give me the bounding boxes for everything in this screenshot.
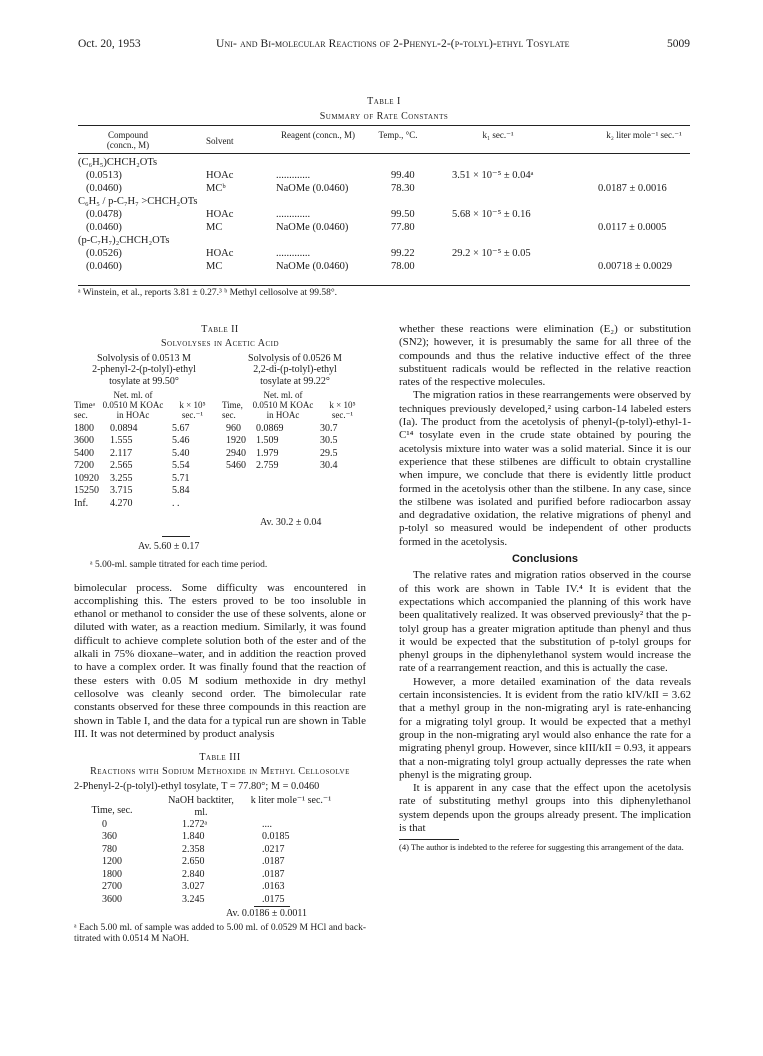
table-cell: .0163: [262, 881, 285, 893]
right-column: [399, 323, 691, 852]
table-cell: NaOMe (0.0460): [276, 221, 349, 233]
table-cell: (C₆H₅)CHCH₂OTs: [78, 156, 158, 168]
table-2-footnote: ᵃ 5.00-ml. sample titrated for each time period.: [90, 559, 268, 570]
table-cell: 5.54: [172, 460, 190, 472]
table-2-header-k: k × 10⁵ sec.⁻¹: [329, 399, 356, 420]
table-row: [78, 247, 690, 260]
table-cell: 2.759: [256, 460, 279, 472]
table-cell: 30.5: [320, 435, 338, 447]
footnote-rule: [399, 839, 459, 840]
table-3-caption: Reactions with Sodium Methoxide in Methyl Cellosolve: [90, 766, 350, 778]
table-cell: 0.0185: [262, 831, 290, 843]
table-cell: 5.68 × 10⁻⁵ ± 0.16: [452, 208, 531, 220]
table-3-avg-rule: [254, 906, 290, 907]
table-2-right-title: [224, 353, 366, 388]
right-paragraph-3: The relative rates and migration ratios observed in the course of this work are shown in Table IV.⁴ It is evident that the expectations which accompanied the planning of this work have been qualitatively realized. It was observed previously² that the p-tolyl group has a greater migration aptitude than phenyl and thus it would be expected that the substitution of p-tolyl groups for phenyl groups in the diphenylethanol system would increase the rate of a rearrangement reaction, and this is actually the case.: [399, 569, 691, 675]
table-cell: 7200: [74, 460, 94, 472]
table-cell: 5460: [226, 460, 246, 472]
table-2-header-k: k × 10⁵ sec.⁻¹: [179, 399, 206, 420]
table-2-left-title-line: tosylate at 99.50°: [109, 375, 179, 387]
table-cell: 0.00718 ± 0.0029: [598, 260, 673, 272]
table-row: [74, 831, 366, 844]
table-2-caption: Solvolyses in Acetic Acid: [160, 338, 280, 350]
table-cell: 1800: [102, 868, 122, 880]
table-cell: .0187: [262, 868, 285, 880]
table-cell: 1200: [102, 856, 122, 868]
table-row: [74, 473, 219, 486]
table-1-bottom-rule: [78, 285, 690, 286]
table-cell: 1.555: [110, 435, 133, 447]
table-cell: 99.22: [391, 247, 415, 259]
table-cell: 0.0894: [110, 422, 138, 434]
table-row: [222, 435, 367, 448]
table-cell: 3.715: [110, 485, 133, 497]
table-1-footnote: ᵃ Winstein, et al., reports 3.81 ± 0.27.³ ᵇ Methyl cellosolve at 99.58°.: [78, 288, 338, 298]
table-3-header-time: Time, sec.: [91, 804, 133, 816]
table-cell: .............: [276, 169, 311, 181]
table-cell: 1.272ᵃ: [182, 818, 208, 830]
table-cell: 2.650: [182, 856, 205, 868]
table-2: [74, 353, 366, 575]
table-2-right-headers: [222, 390, 367, 418]
table-cell: 99.40: [391, 169, 415, 181]
table-2-left-title-line: 2-phenyl-2-(p-tolyl)-ethyl: [92, 364, 196, 376]
table-cell: 30.7: [320, 422, 338, 434]
table-cell: (0.0513): [86, 169, 122, 181]
table-cell: 0.0187 ± 0.0016: [598, 182, 667, 194]
table-row: [74, 423, 219, 436]
table-cell: 3.51 × 10⁻⁵ ± 0.04ᵃ: [452, 169, 534, 181]
header-title: Uni- and Bi-molecular Reactions of 2-Phenyl-2-(p-tolyl)-ethyl Tosylate: [216, 38, 570, 50]
table-1-header-reagent: Reagent (concn., M): [281, 129, 355, 140]
table-cell: 2700: [102, 881, 122, 893]
table-2-right-title-line: 2,2-di-(p-tolyl)-ethyl: [253, 364, 337, 376]
table-2-left-headers: [74, 390, 219, 418]
table-cell: 1920: [226, 435, 246, 447]
table-row: [78, 221, 690, 234]
table-cell: MCᵇ: [206, 182, 226, 194]
section-heading-conclusions: Conclusions: [511, 553, 578, 566]
table-cell: 3.027: [182, 881, 205, 893]
table-cell: 78.00: [391, 260, 415, 272]
table-row: [222, 448, 367, 461]
table-3-average: Av. 0.0186 ± 0.0011: [226, 908, 307, 920]
table-cell: 3.255: [110, 472, 133, 484]
header-date: Oct. 20, 1953: [78, 38, 141, 50]
table-3-body: [74, 819, 366, 907]
table-cell: 960: [226, 422, 241, 434]
table-2-right-title-line: tosylate at 99.22°: [260, 375, 330, 387]
table-cell: HOAc: [206, 208, 234, 220]
table-cell: 77.80: [391, 221, 415, 233]
table-cell: .0175: [262, 893, 285, 905]
table-cell: 30.4: [320, 460, 338, 472]
table-1: [78, 95, 690, 298]
right-paragraph-5: It is apparent in any case that the effect upon the acetolysis rate of substituting methyl groups into this diphenylethanol system depends upon the groups already present. The implication is that: [399, 782, 691, 834]
table-cell: .............: [276, 208, 311, 220]
table-1-header-temp: Temp., °C.: [378, 129, 418, 140]
table-3-average-row: [74, 906, 366, 920]
table-cell: 3600: [102, 893, 122, 905]
table-cell: MC: [206, 221, 223, 233]
table-cell: 4.270: [110, 497, 133, 509]
table-1-header-k1: k₁ sec.⁻¹: [482, 129, 514, 140]
table-cell: 2.840: [182, 868, 205, 880]
table-cell: ....: [262, 818, 272, 830]
table-cell: 2.117: [110, 447, 133, 459]
table-row: [222, 423, 367, 436]
table-2-header-ml: Net. ml. of 0.0510 M KOAc in HOAc: [102, 389, 164, 420]
table-cell: 10920: [74, 472, 99, 484]
table-cell: 2.358: [182, 843, 205, 855]
table-row: [74, 498, 219, 511]
right-paragraph-4: However, a more detailed examination of the data reveals certain inconsistencies. It is evident from the ratio kIV/kII = 3.62 that a methyl group in the non-migrating aryl is rate-enhancing for a migrating tolyl group. It would be expected that a methyl group in the non-migrating aryl would also enhance the rate for a migrating phenyl group. However, since kIII/kII = 0.93, it appears that a non-migrating tolyl group actually depresses the rate when phenyl is the migrating group.: [399, 675, 691, 781]
table-cell: 99.50: [391, 208, 415, 220]
table-cell: (0.0460): [86, 221, 122, 233]
table-3-headers: [74, 795, 366, 819]
table-2-header-time: Time, sec.: [222, 399, 243, 420]
table-cell: 5.71: [172, 472, 190, 484]
table-cell: 0.0117 ± 0.0005: [598, 221, 667, 233]
table-1-caption: Summary of Rate Constants: [319, 111, 449, 123]
left-column: [74, 323, 366, 945]
table-cell: 5.40: [172, 447, 190, 459]
table-2-right-average: Av. 30.2 ± 0.04: [260, 516, 322, 528]
table-row: [78, 260, 690, 273]
table-row: [74, 894, 366, 907]
table-cell: . .: [172, 497, 180, 509]
table-cell: (0.0526): [86, 247, 122, 259]
table-cell: 3600: [74, 435, 94, 447]
table-cell: 1.979: [256, 447, 279, 459]
table-2-left-title: [74, 353, 214, 388]
table-cell: 360: [102, 831, 117, 843]
table-cell: C₆H₅ / p-C₇H₇ >CHCH₂OTs: [78, 195, 198, 207]
table-2-number: Table II: [201, 324, 239, 335]
table-1-header-k2: k₂ liter mole⁻¹ sec.⁻¹: [606, 129, 682, 140]
table-cell: HOAc: [206, 247, 234, 259]
table-row: [78, 169, 690, 182]
table-cell: 5.46: [172, 435, 190, 447]
table-cell: 29.2 × 10⁻⁵ ± 0.05: [452, 247, 531, 259]
table-row: [74, 869, 366, 882]
table-2-left-body: [74, 423, 219, 511]
table-cell: (0.0478): [86, 208, 122, 220]
table-cell: HOAc: [206, 169, 234, 181]
page-number: 5009: [667, 38, 690, 50]
right-paragraph-1: whether these reactions were elimination (E₂) or substitution (SN2); however, it is presumably the same for all three of the compounds and thus the relative inductive effect of the three substituent radicals would be reflected in the relative reaction rates of the respective molecules.: [399, 323, 691, 389]
table-row: [74, 460, 219, 473]
table-cell: (0.0460): [86, 182, 122, 194]
table-row: [74, 448, 219, 461]
table-row: [222, 460, 367, 473]
table-2-left-average: Av. 5.60 ± 0.17: [138, 540, 200, 552]
table-3-header-backtiter: NaOH backtiter, ml.: [168, 794, 234, 819]
table-cell: (0.0460): [86, 260, 122, 272]
right-paragraph-2: The migration ratios in these rearrangements were observed by techniques previously developed,² using carbon-14 labeled esters (Ia). The product from the acetolysis of phenyl-(p-tolyl)-ethyl-1-C¹⁴ tosylate even in the crude state obtained by pouring the acetolysis mixture into water was a solid material. Since it is our experience that these stilbenes are difficult to obtain crystalline when impure, we conclude that there is evidently little product formed in the acetolysis other than the stilbene. In any case, since the stilbene was isolated and purified before radiocarbon assay and degradative oxidation, the relative migrations of phenyl and p-tolyl so measured would be independent of other products formed in the acetolysis.: [399, 389, 691, 548]
table-1-header-row: [78, 129, 690, 155]
left-paragraph: bimolecular process. Some difficulty was encountered in accomplishing this. The esters proved to be too insoluble in ethanol or methanol to consider the use of these solvents, alone or diluted with water, as a reaction medium. Similarly, it was found difficult to achieve complete solution both of the ester and of the alkali in 75% dioxane–water, and in addition the reaction proved to have a complex order. It was finally found that the reaction of these esters with 0.05 M sodium methoxide in dry methyl cellosolve was cleanly second order. The bimolecular rate constants observed for these three compounds in this reaction are shown in Table I, and the data for a typical run are shown in Table III. It was not determined by product analysis: [74, 581, 366, 740]
table-1-header-compound: Compound (concn., M): [106, 129, 150, 150]
table-2-left-title-line: Solvolysis of 0.0513 M: [97, 352, 191, 364]
table-row: [74, 435, 219, 448]
table-1-number: Table I: [367, 96, 401, 107]
table-1-header-solvent: Solvent: [206, 135, 234, 146]
table-row: [78, 208, 690, 221]
table-row: [74, 485, 219, 498]
table-2-header-time: Timeᵃ sec.: [74, 399, 96, 420]
table-row: [74, 819, 366, 832]
table-cell: 0: [102, 818, 107, 830]
table-1-body: [78, 156, 690, 273]
table-3-number: Table III: [199, 752, 241, 764]
table-cell: 1800: [74, 422, 94, 434]
table-row: [78, 195, 690, 208]
table-row: [78, 156, 690, 169]
table-cell: 2.565: [110, 460, 133, 472]
table-cell: 5400: [74, 447, 94, 459]
table-cell: Inf.: [74, 497, 89, 509]
table-cell: 1.509: [256, 435, 279, 447]
table-row: [74, 844, 366, 857]
table-2-right-title-line: Solvolysis of 0.0526 M: [248, 352, 342, 364]
table-cell: 29.5: [320, 447, 338, 459]
table-3-header-k: k liter mole⁻¹ sec.⁻¹: [250, 794, 332, 806]
table-row: [78, 182, 690, 195]
table-cell: (p-C₇H₇)₂CHCH₂OTs: [78, 234, 170, 246]
table-row: [74, 856, 366, 869]
table-cell: 15250: [74, 485, 99, 497]
table-2-right-body: [222, 423, 367, 473]
table-cell: .0217: [262, 843, 285, 855]
table-cell: MC: [206, 260, 223, 272]
table-row: [78, 234, 690, 247]
table-cell: 3.245: [182, 893, 205, 905]
table-2-header-ml: Net. ml. of 0.0510 M KOAc in HOAc: [252, 389, 314, 420]
table-cell: 78.30: [391, 182, 415, 194]
right-footnote: (4) The author is indebted to the referee for suggesting this arrangement of the data.: [399, 842, 684, 853]
table-cell: NaOMe (0.0460): [276, 260, 349, 272]
table-cell: 0.0869: [256, 422, 284, 434]
table-3-footnote: ᵃ Each 5.00 ml. of sample was added to 5.00 ml. of 0.0529 M HCl and back-titrated with 0.0514 M NaOH.: [74, 923, 366, 945]
table-cell: 2940: [226, 447, 246, 459]
table-cell: .............: [276, 247, 311, 259]
table-row: [74, 881, 366, 894]
table-1-top-rule: [78, 125, 690, 126]
table-1-header-rule: [78, 153, 690, 154]
table-cell: 780: [102, 843, 117, 855]
table-cell: 5.67: [172, 422, 190, 434]
table-cell: 5.84: [172, 485, 190, 497]
table-cell: .0187: [262, 856, 285, 868]
table-cell: NaOMe (0.0460): [276, 182, 349, 194]
table-cell: 1.840: [182, 831, 205, 843]
table-2-avg-rule: [162, 536, 190, 537]
table-3-subtitle: 2-Phenyl-2-(p-tolyl)-ethyl tosylate, T = 77.80°; M = 0.0460: [74, 781, 320, 793]
